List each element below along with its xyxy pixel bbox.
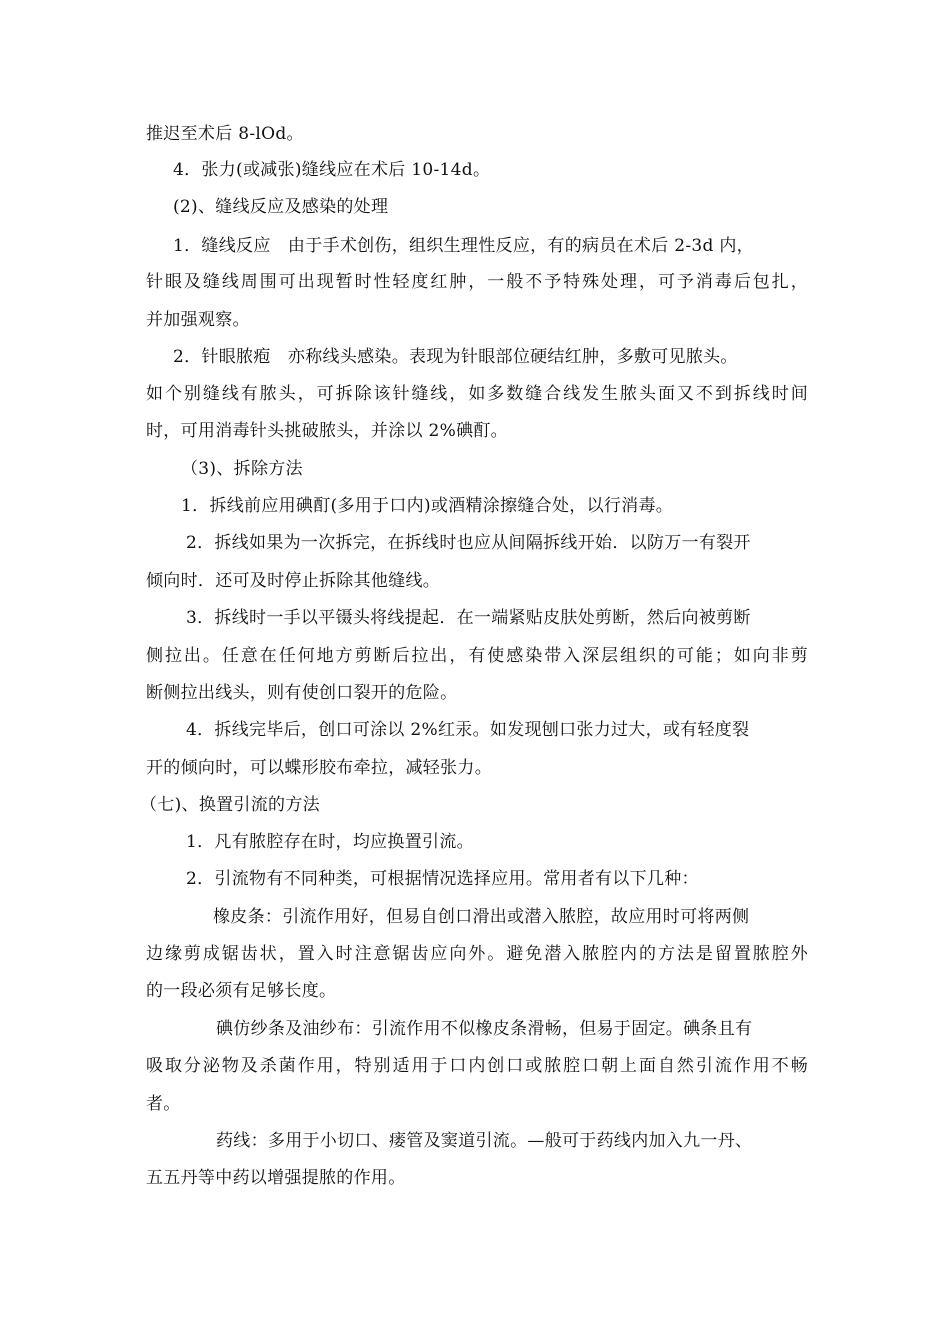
text-line: 1．拆线前应用碘酊(多用于口内)或酒精涂擦缝合处，以行消毒。 bbox=[181, 496, 674, 516]
text-line: 针眼及缝线周围可出现暂时性轻度红肿，一般不予特殊处理，可予消毒后包扎， bbox=[146, 272, 808, 292]
text-line: 倾向时．还可及时停止拆除其他缝线。 bbox=[146, 571, 441, 591]
text-line: 3．拆线时一手以平镊头将线提起．在一端紧贴皮肤处剪断，然后向被剪断 bbox=[186, 608, 751, 628]
text-line: 者。 bbox=[146, 1094, 181, 1114]
text-line: 如个别缝线有脓头，可拆除该针缝线，如多数缝合线发生脓头面又不到拆线时间 bbox=[146, 384, 808, 404]
text-line: 橡皮条：引流作用好，但易自创口滑出或潜入脓腔，故应用时可将两侧 bbox=[213, 907, 750, 927]
text-line: 4．张力(或减张)缝线应在术后 10-14d。 bbox=[173, 160, 491, 180]
text-line: 4．拆线完毕后，创口可涂以 2%红汞。如发现刨口张力过大，或有轻度裂 bbox=[186, 720, 750, 740]
text-line: 药线：多用于小切口、瘘管及窦道引流。—般可于药线内加入九一丹、 bbox=[216, 1131, 753, 1151]
text-line: 侧拉出。任意在任何地方剪断后拉出，有使感染带入深层组织的可能；如向非剪 bbox=[146, 646, 808, 666]
text-line: 2．拆线如果为一次拆完，在拆线时也应从间隔拆线开始．以防万一有裂开 bbox=[186, 533, 751, 553]
text-line: 2．针眼脓疱 亦称线头感染。表现为针眼部位硬结红肿，多敷可见脓头。 bbox=[173, 347, 738, 367]
text-line: 时，可用消毒针头挑破脓头，并涂以 2%碘酊。 bbox=[146, 421, 508, 441]
text-line: 吸取分泌物及杀菌作用，特别适用于口内创口或脓腔口朝上面自然引流作用不畅 bbox=[146, 1056, 808, 1076]
text-line: 1．凡有脓腔存在时，均应换置引流。 bbox=[186, 832, 474, 852]
text-line: 五五丹等中药以增强提脓的作用。 bbox=[146, 1168, 406, 1188]
text-line: 推迟至术后 8-lOd。 bbox=[146, 124, 304, 144]
text-line: 的一段必须有足够长度。 bbox=[146, 981, 337, 1001]
text-line: 1．缝线反应 由于手术创伤，组织生理性反应，有的病员在术后 2-3d 内， bbox=[173, 236, 754, 256]
text-line: 碘仿纱条及油纱布：引流作用不似橡皮条滑畅，但易于固定。碘条且有 bbox=[216, 1019, 753, 1039]
text-line: 开的倾向时，可以蝶形胶布牵拉，减轻张力。 bbox=[146, 758, 492, 778]
section-heading: （3)、拆除方法 bbox=[181, 459, 303, 479]
section-heading: (2)、缝线反应及感染的处理 bbox=[173, 197, 389, 217]
text-line: 边缘剪成锯齿状，置入时注意锯齿应向外。避免潜入脓腔内的方法是留置脓腔外 bbox=[146, 944, 808, 964]
section-heading: （七)、换置引流的方法 bbox=[140, 795, 320, 815]
text-line: 并加强观察。 bbox=[146, 310, 250, 330]
text-line: 断侧拉出线头，则有使创口裂开的危险。 bbox=[146, 683, 458, 703]
text-line: 2．引流物有不同种类，可根据情况选择应用。常用者有以下几种： bbox=[186, 869, 699, 889]
